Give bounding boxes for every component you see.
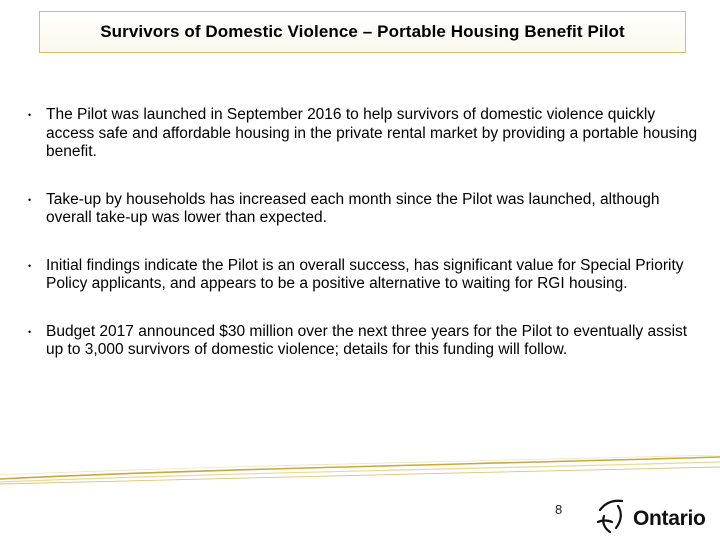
bullet-icon: • [28, 194, 32, 205]
bullet-text: Budget 2017 announced $30 million over the next three years for the Pilot to eventually assist up to 3,000 survivors of domestic violence; details for this funding will follow. [46, 322, 688, 358]
bullet-icon: • [28, 260, 32, 271]
bullet-icon: • [28, 110, 32, 120]
slide-title: Survivors of Domestic Violence – Portable Housing Benefit Pilot [100, 22, 625, 41]
slide-title-box [39, 11, 686, 53]
bullet-item [18, 191, 698, 228]
page-number: 8 [555, 502, 563, 517]
bullet-text: Initial findings indicate the Pilot is an overall success, has significant value for Special Priority Policy applicants, and appears to be a positive alternative to waiting for RGI housing. [46, 256, 684, 292]
bullet-text: Take-up by households has increased each month since the Pilot was launched, although overall take-up was lower than expected. [46, 190, 660, 226]
bullet-item [18, 106, 698, 162]
footer-decorative-rule [0, 455, 720, 485]
bullet-item [18, 323, 698, 360]
ontario-logo-text: Ontario [633, 507, 706, 530]
bullet-list [18, 106, 698, 360]
bullet-item [18, 257, 698, 294]
bullet-text: The Pilot was launched in September 2016 to help survivors of domestic violence quickly access safe and affordable housing in the private rental market by providing a portable housing benefit. [46, 106, 698, 160]
bullet-icon: • [28, 326, 32, 337]
